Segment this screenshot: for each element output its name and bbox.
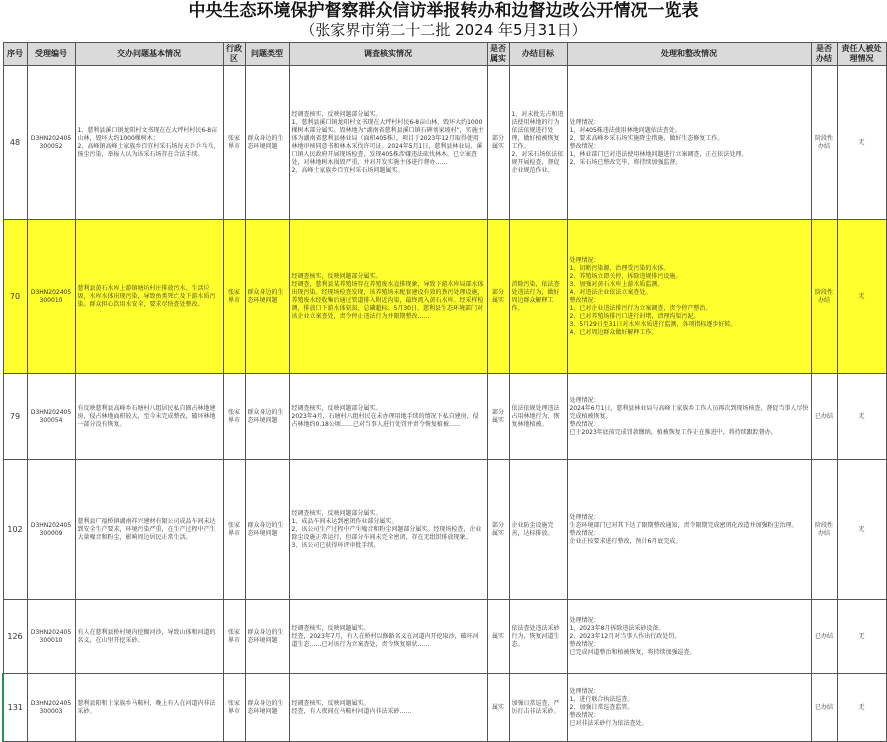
row-rectify: 处理情况： 1、进行联合执法巡查。 2、加强日常巡查监管。 整改情况： 已对非法采砂行为依法查处。	[569, 687, 648, 727]
col-header-district: 行政区	[223, 43, 245, 66]
row-accountable: 无	[858, 292, 865, 300]
row-type: 群众身边的生态环境问题	[247, 288, 284, 304]
col-header-goal: 办结目标	[509, 43, 567, 66]
row-verify: 经调查核实，反映问题部分属实。 1、慈利县溪口镇龙阳村文书现在大坪村村民6-8亩山林，毁坏大约1000棵树木部分属实。毁林地为“湖南省慈利县溪口镇石碑刘家坡村”，实施主体为湖南省慈利县林业局（面积405株）。项目于2023年12月取得使用林地审核同意书和林木采伐许可证。2024年5月1日，慈利县林业局、溪口镇人民政府开展现场检查，发现405株涉嫌违法砍伐林木，已立案查处，对林地树木损毁严重，并对开发实施主体进行督办…… 2、高峰土家族乡百宜村采石场问题属实。	[291, 110, 484, 174]
row-real: 部分属实	[491, 408, 504, 424]
row-rectify: 处理情况： 1、对405株违法使用林地问题依法查处。 2、要求高峰乡采石场实施降尘措施，做好生态修复工作。 整改情况： 1、林业部门已对违法使用林地问题进行立案调查，正在依法处理。 2、采石场已整改完毕，将持续加强监督。	[569, 118, 748, 166]
row-done: 已办结	[814, 632, 833, 640]
row-real: 部分属实	[491, 288, 504, 304]
row-seq: 70	[3, 220, 27, 374]
row-done: 阶段性办结	[814, 134, 833, 150]
table-header-row	[3, 43, 886, 66]
table-row	[3, 674, 886, 742]
row-done: 阶段性办结	[814, 521, 833, 537]
row-type: 群众身边的生态环境问题	[247, 521, 284, 537]
row-id: D3HN202405 300054	[30, 408, 72, 424]
col-header-id: 受理编号	[27, 43, 75, 66]
col-header-issue: 交办问题基本情况	[75, 43, 223, 66]
row-id: D3HN202405 300003	[30, 699, 72, 715]
row-district: 张家界市	[227, 699, 240, 715]
row-type: 群众身边的生态环境问题	[247, 699, 284, 715]
row-id: D3HN202405 300052	[30, 134, 72, 150]
row-verify: 经调查核实，反映问题属实。 经查，2023年7月，有人在桥村以修路名义在河道内开挖取沙，破坏河道生态……已对该行为立案查处，责令恢复原状……	[291, 624, 479, 648]
row-real: 部分属实	[491, 134, 504, 150]
row-district: 张家界市	[227, 134, 240, 150]
col-header-accountable: 责任人被处理情况	[837, 43, 886, 66]
row-district: 张家界市	[227, 288, 240, 304]
row-district: 张家界市	[227, 408, 240, 424]
row-type: 群众身边的生态环境问题	[247, 134, 284, 150]
row-goal: 消除污染，依法查处违法行为，做好周边群众解释工作。	[511, 280, 560, 312]
row-verify: 经调查核实，反映问题部分属实。 1、成品车间未达到密闭作业部分属实。 2、该公司生产过程中产生噪音和粉尘问题部分属实。经现场检查，企业除尘设施正常运行，但部分车间未完全密闭，存在无组织排放现象。 3、该公司已获得环评审批手续。	[291, 509, 482, 549]
table-row	[3, 460, 886, 600]
row-accountable: 无	[858, 525, 865, 533]
row-done: 已办结	[814, 412, 833, 420]
row-seq: 102	[3, 460, 27, 600]
row-id: D3HN202405 300010	[30, 288, 72, 304]
row-done: 已办结	[814, 703, 833, 711]
col-header-verify: 调查核实情况	[289, 43, 487, 66]
report-table	[2, 42, 887, 742]
row-accountable: 无	[858, 412, 865, 420]
row-issue: 有人在慈利县桥村境内挖掘河沙，导致山体和河道的名义，在山里开挖采砂。	[77, 628, 216, 644]
table-row	[3, 220, 886, 374]
row-district: 张家界市	[227, 521, 240, 537]
row-issue: 1、慈利县溪口镇龙阳村文书现在在大坪村村民6-8亩山林，毁坏大约1000棵树木； 2、高峰镇高峰土家族乡百宜村采石场每天乒乒乓乓，扬尘污染，举报人认为该采石场存在合法手续。	[77, 126, 220, 158]
col-header-rectify: 处理和整改情况	[567, 43, 811, 66]
row-verify: 经调查核实，反映问题部分属实。 2023年4月，石塘村八组村民在未办理用地手续的情况下私自建房，侵占林地约0.18公顷……已对当事人进行处罚并责令恢复植被……	[291, 404, 479, 428]
col-header-done: 是否办结	[811, 43, 837, 66]
col-header-seq: 序号	[3, 43, 27, 66]
row-seq: 48	[3, 66, 27, 220]
table-row	[3, 66, 886, 220]
row-goal: 1、对未批先占和违法使用林地的行为依法依规进行处理，做好植被恢复工作。 2、对采石场依法依规开展检查，督促企业规范作业。	[511, 110, 564, 174]
row-district: 张家界市	[227, 628, 240, 644]
row-type: 群众身边的生态环境问题	[247, 628, 284, 644]
row-real: 部分属实	[491, 521, 504, 537]
col-header-real: 是否属实	[487, 43, 509, 66]
row-real: 属实	[491, 703, 504, 711]
row-rectify: 处理情况： 1、切断污染源，治理受污染的水体。 2、养殖场立即关停，拆除违规排污设施。 3、加强对黄石水库上游水质监测。 4、对违法企业依法立案查处。 整改情况： 1、已对企业违法排污行为立案调查，责令停产整治。 2、已对养殖场排污口进行封堵，清理沟渠污泥。 3、5月29日至31日对水库水质进行监测，各项指标逐步好转。 4、已对周边群众做好解释工作。	[569, 256, 737, 336]
row-rectify: 处理情况： 生态环境部门已对其下达了限期整改通知，责令限期完成密闭化改造并加强粉尘治理。 整改情况： 企业正按要求进行整改，预计6月底完成。	[569, 513, 798, 545]
table-row	[3, 374, 886, 460]
row-goal: 企业防尘设施完善，达标排放。	[511, 521, 554, 537]
page-subtitle: （张家界市第二十二批 2024 年5月31日）	[300, 21, 587, 39]
table-row	[3, 600, 886, 674]
row-accountable: 无	[858, 138, 865, 146]
row-accountable: 无	[858, 703, 865, 711]
row-verify: 经调查核实，反映问题部分属实。 经调查，慈利县某养殖场存在养殖废水直排现象，导致下游水库局部水体出现污染。经现场检查发现，该养殖场未配套建设有效的粪污处理设施，养殖废水经收集后通过管道排入附近沟渠，最终流入黄石水库。经采样检测，排放口下游水体氨氮、总磷超标。5月30日，慈利县生态环境部门对该企业立案查处，责令停止违法行为并限期整改……	[291, 272, 484, 320]
row-issue: 慈利县阳和土家族乡马鞍村，晚上有人在河道内非法采砂。	[77, 699, 216, 715]
row-issue: 慈利县广福桥镇湖南祥兴建材有限公司成品车间未达到安全生产要求，环境污染严重，在生产过程中产生大量噪音和粉尘，影响周边居民正常生活。	[77, 517, 216, 541]
row-seq: 79	[3, 374, 27, 460]
row-accountable: 无	[858, 632, 865, 640]
row-type: 群众身边的生态环境问题	[247, 408, 284, 424]
row-issue: 慈利县黄石水库上游镇塘坊村庄排放污水、生活垃圾，水库水体出现污染，导致鱼类死亡及下游水质污染。群众担心饮用水安全，要求尽快查处整改。	[77, 284, 216, 308]
row-rectify: 处理情况： 2024年6月1日，慈利县林业局与高峰土家族乡工作人员再次到现场核查，督促当事人尽快完成植被恢复。 整改情况： 已于2023年底前完成罚款缴纳，植被恢复工作正在推进中，将持续跟踪督办。	[569, 396, 809, 436]
row-id: D3HN202405 300010	[30, 628, 72, 644]
col-header-type: 问题类型	[245, 43, 289, 66]
row-seq: 131	[3, 674, 27, 742]
row-seq: 126	[3, 600, 27, 674]
row-goal: 依法依规处理违法占用林地行为，恢复林地植被。	[511, 404, 560, 428]
page-title: 中央生态环境保护督察群众信访举报转办和边督边改公开情况一览表	[188, 1, 699, 21]
row-issue: 有反映慈利县高峰乡石塘村八组居民私自圈占林地建房，侵占林地面积较大，至今未完成整改，破坏林地一部分没有恢复。	[77, 404, 216, 428]
row-done: 阶段性办结	[814, 288, 833, 304]
row-verify: 经调查核实，反映问题属实。 经查，有人夜间在马鞍村河道内非法采砂……	[291, 699, 412, 715]
row-goal: 依法查处违法采砂行为，恢复河道生态。	[511, 624, 560, 648]
row-real: 属实	[491, 632, 504, 640]
row-goal: 加强日常巡查，严厉打击非法采砂。	[511, 699, 560, 715]
row-rectify: 处理情况： 1、2023年8月拆除违法采砂设备。 2、2023年12月对当事人作出行政处罚。 整改情况： 已完成河道整治和植被恢复，将持续加强巡查。	[569, 616, 696, 656]
row-id: D3HN202405 300009	[30, 521, 72, 537]
